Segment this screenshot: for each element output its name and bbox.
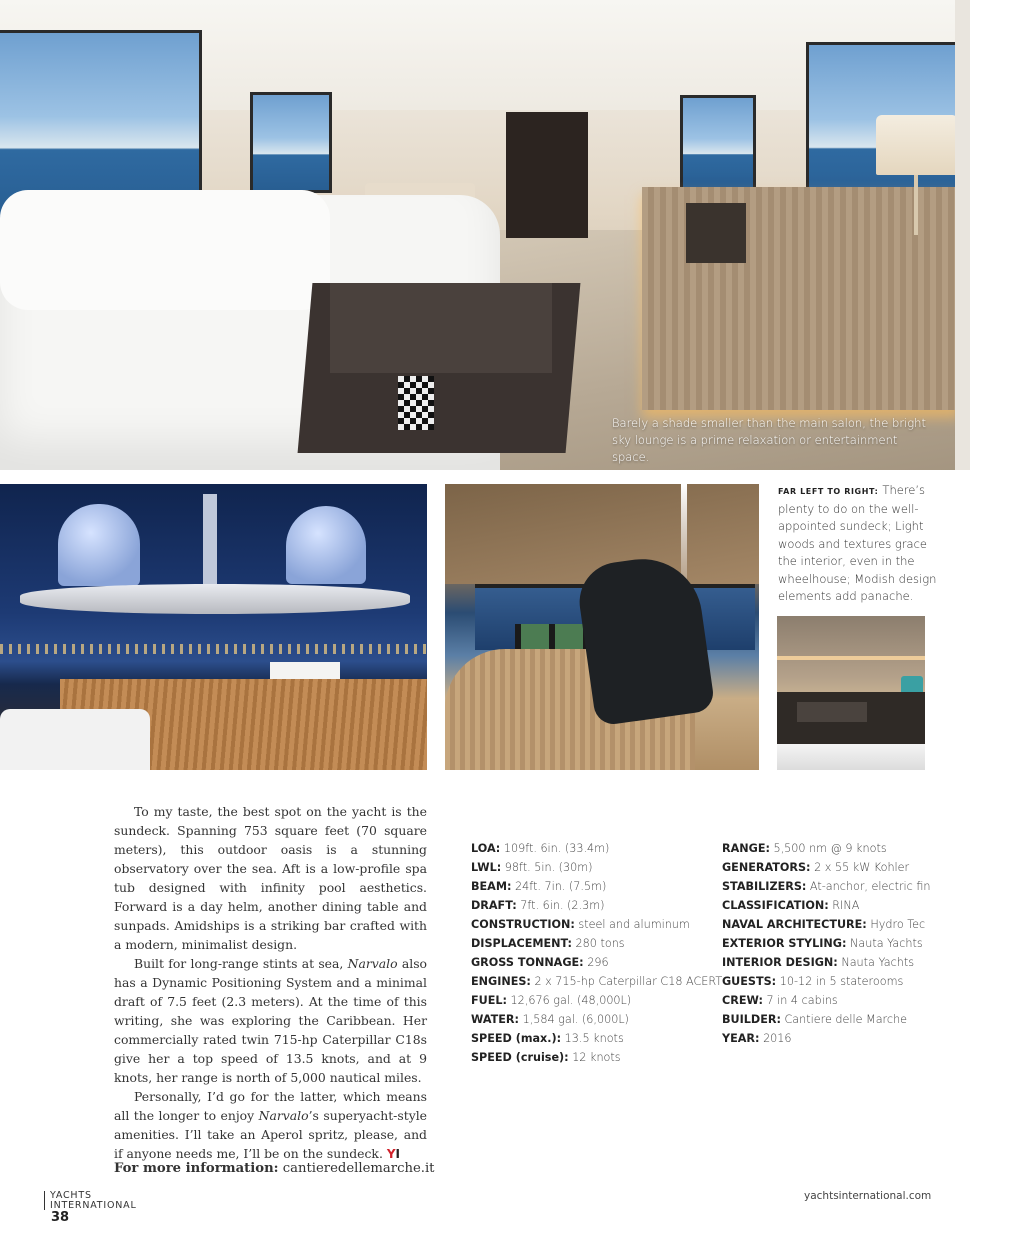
mast bbox=[203, 494, 217, 594]
spec-value: 1,584 gal. (6,000L) bbox=[522, 1013, 629, 1026]
spec-row bbox=[471, 1010, 721, 1029]
spec-key: LOA: bbox=[471, 842, 501, 855]
spec-row bbox=[471, 934, 721, 953]
vanity bbox=[777, 692, 925, 752]
spec-value: steel and aluminum bbox=[578, 918, 690, 931]
spec-key: INTERIOR DESIGN: bbox=[722, 956, 838, 969]
caption-lead: FAR LEFT TO RIGHT: bbox=[778, 487, 879, 496]
paragraph bbox=[114, 802, 427, 954]
sunpad bbox=[0, 709, 150, 770]
spec-key: GROSS TONNAGE: bbox=[471, 956, 584, 969]
footer-logo bbox=[44, 1191, 137, 1210]
chessboard bbox=[398, 376, 434, 430]
spec-key: DISPLACEMENT: bbox=[471, 937, 572, 950]
more-info bbox=[114, 1161, 434, 1176]
spec-key: EXTERIOR STYLING: bbox=[722, 937, 847, 950]
spec-value: Hydro Tec bbox=[870, 918, 926, 931]
paragraph bbox=[114, 954, 427, 1087]
spec-row bbox=[722, 934, 942, 953]
specs-column-2 bbox=[722, 839, 942, 1048]
spec-key: YEAR: bbox=[722, 1032, 760, 1045]
spec-key: STABILIZERS: bbox=[722, 880, 807, 893]
spec-row bbox=[722, 953, 942, 972]
spec-key: BEAM: bbox=[471, 880, 512, 893]
spec-key: GUESTS: bbox=[722, 975, 777, 988]
photo-design-detail bbox=[777, 616, 925, 770]
spec-key: FUEL: bbox=[471, 994, 507, 1007]
spec-key: CLASSIFICATION: bbox=[722, 899, 829, 912]
spec-key: LWL: bbox=[471, 861, 502, 874]
specs-column-1 bbox=[471, 839, 721, 1067]
spec-key: NAVAL ARCHITECTURE: bbox=[722, 918, 867, 931]
paragraph bbox=[114, 1087, 427, 1164]
hero-photo-sky-lounge bbox=[0, 0, 970, 470]
spec-value: At-anchor, electric fin bbox=[809, 880, 931, 893]
spec-row bbox=[471, 839, 721, 858]
spec-row bbox=[471, 1048, 721, 1067]
spec-key: SPEED (max.): bbox=[471, 1032, 562, 1045]
spec-key: RANGE: bbox=[722, 842, 770, 855]
spec-row bbox=[722, 877, 942, 896]
spec-key: ENGINES: bbox=[471, 975, 531, 988]
photos-caption bbox=[778, 482, 938, 606]
spec-value: 12,676 gal. (48,000L) bbox=[510, 994, 632, 1007]
end-mark-logo bbox=[387, 1147, 400, 1161]
spec-value: 5,500 nm @ 9 knots bbox=[773, 842, 887, 855]
spec-row bbox=[722, 1010, 942, 1029]
spec-value: 2 x 715-hp Caterpillar C18 ACERT bbox=[534, 975, 723, 988]
footer-url[interactable]: yachtsinternational.com bbox=[804, 1190, 932, 1202]
spec-value: 2 x 55 kW Kohler bbox=[814, 861, 910, 874]
more-info-label: For more information: bbox=[114, 1161, 279, 1176]
end-mark-y: Y bbox=[386, 1147, 396, 1161]
spec-value: Cantiere delle Marche bbox=[784, 1013, 908, 1026]
spec-row bbox=[722, 972, 942, 991]
spec-row bbox=[722, 839, 942, 858]
lamp-pole bbox=[914, 175, 918, 235]
sofa-back bbox=[0, 190, 330, 310]
article-body bbox=[114, 802, 427, 1164]
yacht-name: Narvalo bbox=[258, 1108, 309, 1123]
hero-caption: Barely a shade smaller than the main salon, the bright sky lounge is a prime relaxation or entertainment space. bbox=[612, 416, 926, 464]
spec-row bbox=[722, 896, 942, 915]
spec-value: 12 knots bbox=[572, 1051, 621, 1064]
photo-sundeck bbox=[0, 484, 427, 770]
spec-value: 24ft. 7in. (7.5m) bbox=[515, 880, 607, 893]
window bbox=[680, 95, 756, 191]
spec-key: BUILDER: bbox=[722, 1013, 781, 1026]
photo-wheelhouse bbox=[445, 484, 759, 770]
spec-value: 10-12 in 5 staterooms bbox=[779, 975, 904, 988]
spec-key: DRAFT: bbox=[471, 899, 517, 912]
city-lights bbox=[0, 644, 427, 654]
spec-value: Nauta Yachts bbox=[850, 937, 923, 950]
paragraph-text: Built for long-range stints at sea, bbox=[134, 956, 348, 971]
footer-logo-line1: YACHTS bbox=[50, 1190, 92, 1201]
spec-row bbox=[722, 915, 942, 934]
spec-value: 7ft. 6in. (2.3m) bbox=[520, 899, 605, 912]
spec-row bbox=[471, 972, 721, 991]
spec-row bbox=[471, 953, 721, 972]
spec-key: GENERATORS: bbox=[722, 861, 811, 874]
display-niche bbox=[686, 203, 746, 263]
spec-row bbox=[471, 896, 721, 915]
spec-value: 13.5 knots bbox=[564, 1032, 624, 1045]
footer-logo-line2: INTERNATIONAL bbox=[50, 1199, 137, 1211]
spec-value: 98ft. 5in. (30m) bbox=[504, 861, 593, 874]
paragraph-text: ’s superyacht-style amenities. I’ll take an Aperol spritz, please, and if anyone needs me, I’ll be on the sundeck. bbox=[114, 1108, 427, 1161]
spec-row bbox=[471, 877, 721, 896]
paragraph-text: To my taste, the best spot on the yacht is the sundeck. Spanning 753 square feet (70 square meters), this outdoor oasis is a stunning observatory over the sea. Aft is a low-profile spa tub designed with infinity pool aesthetics. Forward is a day helm, another dining table and sunpads. Amidships is a striking bar crafted with a modern, minimalist design. bbox=[114, 804, 427, 952]
spec-row bbox=[471, 915, 721, 934]
coffee-table-top bbox=[330, 283, 552, 373]
spec-value: 109ft. 6in. (33.4m) bbox=[503, 842, 610, 855]
wall bbox=[955, 0, 970, 470]
paragraph-text: Personally, I’d go for the latter, which means all the longer to enjoy bbox=[114, 1089, 427, 1123]
yacht-name: Narvalo bbox=[347, 956, 398, 971]
more-info-link[interactable]: cantieredellemarche.it bbox=[282, 1161, 435, 1176]
spec-value: 2016 bbox=[763, 1032, 792, 1045]
spec-row bbox=[471, 858, 721, 877]
spec-key: WATER: bbox=[471, 1013, 519, 1026]
spec-row bbox=[722, 991, 942, 1010]
spec-value: 7 in 4 cabins bbox=[766, 994, 838, 1007]
hardtop bbox=[20, 584, 410, 614]
spec-value: 296 bbox=[587, 956, 609, 969]
caption-text: There’s plenty to do on the well-appointed sundeck; Light woods and textures grace the interior, even in the wheelhouse; Modish design elements add panache. bbox=[778, 483, 937, 603]
paragraph-text: also has a Dynamic Positioning System and a minimal draft of 7.5 feet (2.3 meters). At the time of this writing, she was exploring the Caribbean. Her commercially rated twin 715-hp Caterpillar C18s give her a top speed of 13.5 knots, and at 9 knots, her range is north of 5,000 nautical miles. bbox=[114, 956, 428, 1085]
spec-row bbox=[722, 1029, 942, 1048]
towels bbox=[777, 744, 925, 770]
doorway bbox=[506, 112, 588, 238]
spec-row bbox=[722, 858, 942, 877]
spec-value: Nauta Yachts bbox=[841, 956, 915, 969]
basin bbox=[797, 702, 867, 722]
spec-value: 280 tons bbox=[575, 937, 625, 950]
light-strip bbox=[777, 656, 925, 660]
spec-row bbox=[471, 991, 721, 1010]
page-number: 38 bbox=[51, 1210, 70, 1225]
window bbox=[250, 92, 332, 193]
radar-dome bbox=[58, 504, 140, 586]
spec-key: CONSTRUCTION: bbox=[471, 918, 575, 931]
end-mark-i: I bbox=[395, 1147, 401, 1161]
spec-key: SPEED (cruise): bbox=[471, 1051, 569, 1064]
spec-value: RINA bbox=[832, 899, 860, 912]
spec-row bbox=[471, 1029, 721, 1048]
radar-dome bbox=[286, 506, 366, 584]
spec-key: CREW: bbox=[722, 994, 763, 1007]
lamp-shade bbox=[876, 115, 958, 175]
